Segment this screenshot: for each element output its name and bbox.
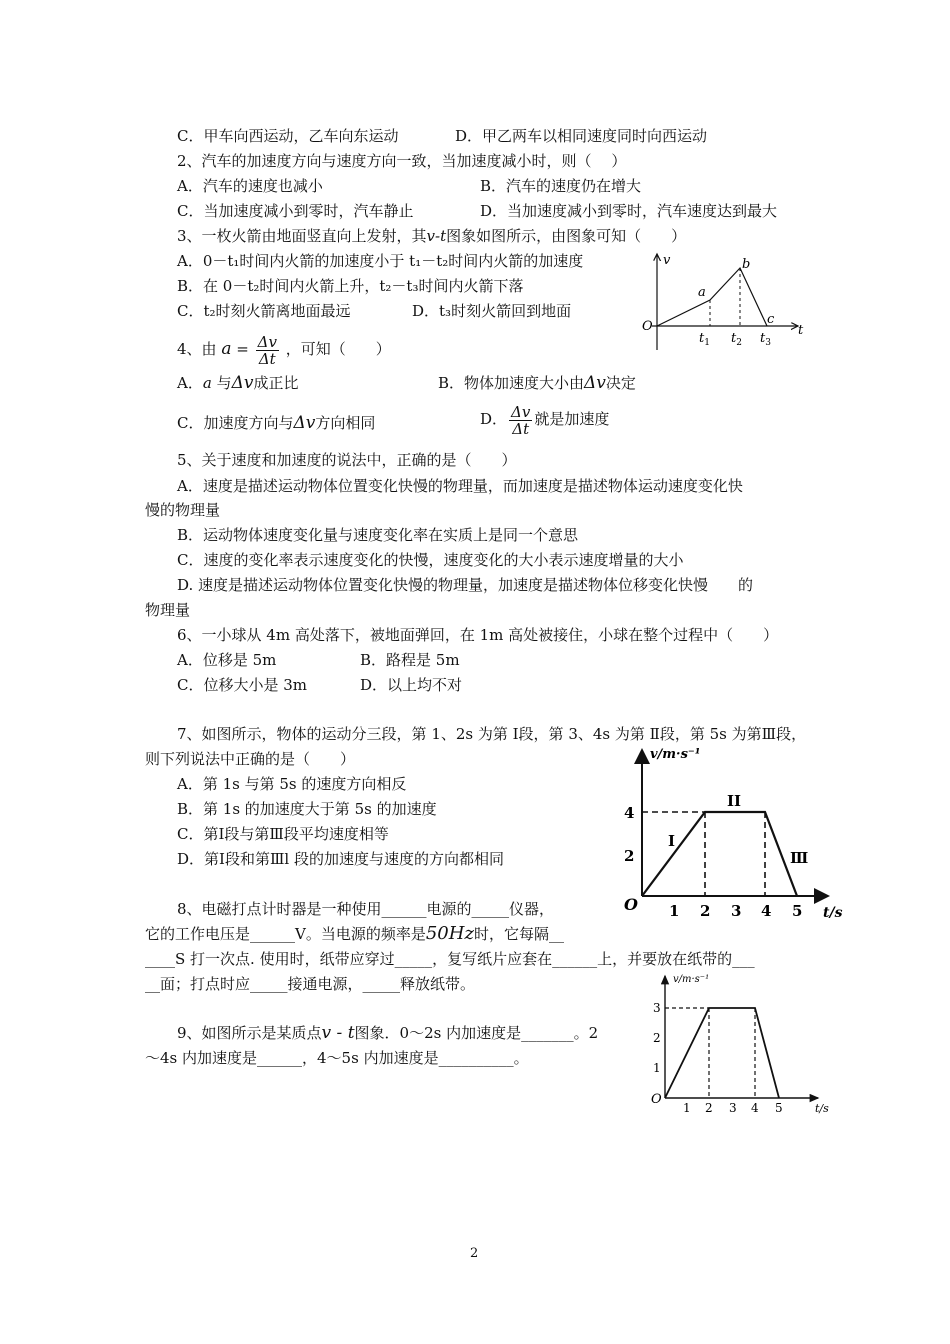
q3-option-d: D．t₃时刻火箭回到地面 — [412, 302, 572, 320]
q7-ytick-2: 2 — [624, 847, 635, 865]
q7-xtick-5: 5 — [792, 902, 803, 920]
q7-stem-line1: 7、如图所示，物体的运动分三段，第 1、2s 为第 Ⅰ段，第 3、4s 为第 Ⅱ段，第 5s 为第Ⅲ段， — [177, 725, 807, 743]
q3-tick-t2: $t_2$ — [731, 331, 742, 348]
q9-xtick-1: 1 — [683, 1101, 691, 1115]
q3-label-v: v — [663, 253, 671, 268]
q7-origin: O — [624, 895, 638, 914]
q4-d-den: Δt — [512, 419, 530, 438]
q9-line1-text2: 图象．0～2s 内加速度是_______。2 — [354, 1024, 599, 1042]
q9-ytick-3: 3 — [653, 1001, 661, 1015]
q3-stem-vt: v-t — [426, 227, 447, 245]
q3-stem-text: 3、一枚火箭由地面竖直向上发射，其 — [177, 227, 427, 245]
q3-label-a: a — [698, 285, 706, 300]
q3-tick-t3: $t_3$ — [760, 331, 771, 348]
q7-vt-line — [642, 812, 797, 896]
q4-d-prefix: D． — [480, 410, 508, 428]
q3-stem — [177, 227, 686, 245]
q7-option-c: C．第Ⅰ段与第Ⅲ段平均速度相等 — [177, 825, 389, 843]
q7-option-b: B．第 1s 的加速度大于第 5s 的加速度 — [177, 800, 437, 818]
q4-c-suffix: 方向相同 — [315, 414, 376, 432]
q4-b-prefix: B．物体加速度大小由 — [438, 374, 585, 392]
q9-xtick-5: 5 — [775, 1101, 783, 1115]
q8-line2 — [145, 925, 564, 943]
q3-option-a: A．0－t₁时间内火箭的加速度小于 t₁－t₂时间内火箭的加速度 — [177, 252, 584, 270]
q4-option-d — [480, 400, 609, 438]
q4-d-suffix: 就是加速度 — [534, 410, 610, 428]
q4-a-var: a — [202, 374, 212, 392]
q3-option-b: B．在 0－t₂时间内火箭上升，t₂－t₃时间内火箭下落 — [177, 277, 524, 295]
q4-b-dv: Δv — [584, 373, 606, 393]
q3-stem-text2: 图象如图所示，由图象可知（ ） — [446, 227, 687, 245]
q7-stem-line2: 则下列说法中正确的是（ ） — [145, 750, 356, 768]
q7-xtick-3: 3 — [731, 902, 742, 920]
q5-option-d-line1: D. 速度是描述运动物体位置变化快慢的物理量，加速度是描述物体位移变化快慢 的 — [177, 576, 754, 594]
q4-d-num: Δv — [511, 402, 531, 421]
q9-origin: O — [651, 1092, 662, 1107]
q1-option-d: D．甲乙两车以相同速度同时向西运动 — [455, 127, 708, 145]
q9-xtick-3: 3 — [729, 1101, 737, 1115]
q4-a-dv: Δv — [231, 373, 254, 393]
q4-c-prefix: C．加速度方向与 — [177, 414, 294, 432]
q5-option-d-line2: 物理量 — [145, 601, 191, 619]
q6-option-d: D．以上均不对 — [360, 676, 463, 694]
q9-vt-line — [665, 1008, 779, 1098]
q2-option-a: A．汽车的速度也减小 — [177, 177, 323, 195]
q9-vt: v - t — [321, 1023, 355, 1043]
q5-option-b: B．运动物体速度变化量与速度变化率在实质上是同一个意思 — [177, 526, 579, 544]
q7-seg-1: I — [668, 832, 676, 850]
q4-a-suffix: 成正比 — [253, 374, 299, 392]
q3-vt-graph — [630, 248, 810, 350]
q4-equals: = — [236, 340, 249, 358]
q7-ytick-4: 4 — [624, 804, 635, 822]
q3-label-origin: O — [642, 319, 653, 334]
q1-option-c: C．甲车向西运动，乙车向东运动 — [177, 127, 399, 145]
q3-label-t: t — [798, 323, 804, 338]
q9-ytick-2: 2 — [653, 1031, 661, 1045]
q5-option-a-line1: A．速度是描述运动物体位置变化快慢的物理量，而加速度是描述物体运动速度变化快 — [177, 477, 743, 495]
q7-x-label: t/s — [823, 905, 843, 921]
page-number: 2 — [470, 1246, 479, 1261]
q8-line3: ____S 打一次点. 使用时，纸带应穿过_____，复写纸片应套在______上，并要放在纸带的___ — [145, 950, 755, 968]
q7-xtick-4: 4 — [761, 902, 772, 920]
q2-option-c: C．当加速度减小到零时，汽车静止 — [177, 202, 414, 220]
q4-d-fraction — [509, 404, 532, 437]
q7-seg-2: II — [727, 792, 742, 810]
q4-fraction — [256, 334, 279, 367]
q8-line1: 8、电磁打点计时器是一种使用______电源的_____仪器， — [177, 900, 555, 918]
q7-y-label: v/m·s⁻¹ — [650, 747, 701, 762]
q4-stem — [177, 330, 391, 368]
q9-x-label: t/s — [815, 1102, 829, 1115]
q9-xtick-4: 4 — [751, 1101, 759, 1115]
q2-stem: 2、汽车的加速度方向与速度方向一致，当加速度减小时，则（ ） — [177, 152, 627, 170]
q8-line4: __面；打点时应_____接通电源，_____释放纸带。 — [145, 975, 476, 993]
q4-option-a — [177, 374, 299, 392]
q4-option-b — [438, 374, 636, 392]
q7-xtick-2: 2 — [700, 902, 711, 920]
q6-option-c: C．位移大小是 3m — [177, 676, 308, 694]
q4-a-prefix: A． — [177, 374, 203, 392]
q4-a-mid: 与 — [216, 374, 232, 392]
q9-vt-graph — [643, 970, 843, 1120]
q9-line1 — [177, 1024, 598, 1042]
q4-b-suffix: 决定 — [605, 374, 636, 392]
q5-stem: 5、关于速度和加速度的说法中，正确的是（ ） — [177, 451, 517, 469]
q4-option-c — [177, 414, 375, 432]
q7-option-a: A．第 1s 与第 5s 的速度方向相反 — [177, 775, 407, 793]
q8-line2-text: 它的工作电压是______V。当电源的频率是 — [145, 925, 426, 943]
q7-option-d: D．第Ⅰ段和第Ⅲl 段的加速度与速度的方向都相同 — [177, 850, 504, 868]
q5-option-c: C．速度的变化率表示速度变化的快慢，速度变化的大小表示速度增量的大小 — [177, 551, 684, 569]
q3-option-c: C．t₂时刻火箭离地面最远 — [177, 302, 351, 320]
q4-var-a: a — [221, 339, 232, 359]
q7-vt-graph — [610, 742, 850, 922]
q4-stem-text2: ，可知（ ） — [285, 340, 391, 358]
q7-seg-3: Ⅲ — [790, 849, 809, 867]
q4-c-dv: Δv — [293, 413, 316, 433]
q7-xtick-1: 1 — [669, 902, 680, 920]
q9-line1-text: 9、如图所示是某质点 — [177, 1024, 322, 1042]
q9-y-label: v/m·s⁻¹ — [673, 974, 710, 985]
q3-vt-line — [657, 268, 767, 326]
q6-option-b: B．路程是 5m — [360, 651, 460, 669]
q2-option-b: B．汽车的速度仍在增大 — [480, 177, 642, 195]
q3-label-b: b — [742, 257, 751, 272]
q5-option-a-line2: 慢的物理量 — [145, 501, 221, 519]
q6-option-a: A．位移是 5m — [177, 651, 277, 669]
q9-ytick-1: 1 — [653, 1061, 661, 1075]
q4-fraction-num: Δv — [257, 332, 277, 351]
q2-option-d: D．当加速度减小到零时，汽车速度达到最大 — [480, 202, 778, 220]
q8-line2-text2: 时，它每隔__ — [473, 925, 564, 943]
q8-frequency: 50Hz — [425, 923, 474, 944]
q3-tick-t1: $t_1$ — [699, 331, 710, 348]
q4-stem-text: 4、由 — [177, 340, 217, 358]
q6-stem: 6、一小球从 4m 高处落下，被地面弹回，在 1m 高处被接住，小球在整个过程中（ ） — [177, 626, 779, 644]
q9-line2: ～4s 内加速度是______，4～5s 内加速度是__________。 — [145, 1049, 529, 1067]
q3-label-c: c — [767, 312, 775, 327]
q9-xtick-2: 2 — [705, 1101, 713, 1115]
q4-fraction-den: Δt — [258, 349, 276, 368]
